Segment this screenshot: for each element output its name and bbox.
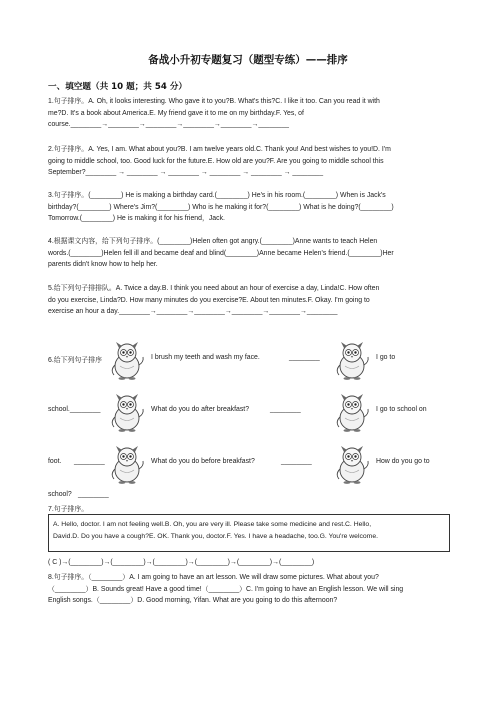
question-4 [48, 236, 452, 271]
owl-cartoon-icon [106, 392, 148, 432]
question-3-line-3: Tomorrow.(________) He is making it for his friend，Jack. [48, 215, 225, 223]
question-7-box-line-1: A. Hello, doctor. I am not feeling well.B. Oh, you are very ill. Please take some medicine and rest.C. Hello, [53, 521, 372, 528]
question-6-sentence-g: How do you go to [376, 458, 430, 465]
question-1 [48, 96, 452, 131]
question-7-intro: 7.句子排序。 [48, 506, 89, 513]
question-6-blank-a: ________ [289, 354, 320, 361]
question-1-line-1: 1.句子排序。A. Oh, it looks interesting. Who gave it to you?B. What's this?C. I like it too. Can you read it with [48, 98, 380, 105]
question-6-sentence-d-cont: foot. [48, 458, 62, 465]
question-8-line-2: （________）B. Sounds great! Have a good time!（________）C. I'm going to have an English lesson. We will sing [48, 585, 404, 593]
question-1-line-2: me?D. It's a book about America.E. My friend gave it to me on my birthday.F. Yes, of [48, 109, 304, 117]
question-5 [48, 283, 452, 318]
question-3-line-1: 3.句子排序。(________) He is making a birthday card.(________) He's in his room.(________) When is Jack's [48, 192, 386, 199]
question-6-sentence-g-cont: school? [48, 491, 72, 498]
question-8-line-1: 8.句子排序。（________）A. I am going to have an art lesson. We will draw some pictures. What about you? [48, 574, 379, 581]
question-6-blank-g: ________ [78, 491, 109, 498]
question-4-line-1: 4.根据课文内容，给下列句子排序。(________)Helen often got angry.(________)Anne wants to teach Helen [48, 238, 378, 245]
question-5-line-1: 5.给下列句子排排队。A. Twice a day.B. I think you need about an hour of exercise a day, Linda!C. How often [48, 285, 380, 292]
question-8-line-3: English songs.（________）D. Good morning, Yifan. What are you going to do this afternoon? [48, 597, 338, 605]
page-title: 备战小升初专题复习（题型专练）——排序 [148, 54, 348, 66]
question-4-line-2: words.(________)Helen fell ill and became deaf and blind(________)Anne became Helen's friend.(________)Her [48, 249, 394, 257]
question-8 [48, 572, 452, 607]
owl-cartoon-icon [331, 392, 373, 432]
question-2-line-3: September?________ → ________ → ________ → ________ → ________ → ________ [48, 169, 324, 177]
question-7-answer: ( C )→(________)→(________)→(________)→(________)→(________)→(________) [48, 559, 315, 566]
question-2-line-2: going to middle school, too. Good luck for the future.E. How old are you?F. Are you going to middle school this [48, 157, 384, 165]
question-5-line-2: do you exercise, Linda?D. How many minutes do you exercise?E. About ten minutes.F. Okay. I'm going to [48, 296, 370, 304]
question-3-line-2: birthday?(________) Where's Jim?(________) Who is he making it for?(________) What is he doing?(________) [48, 203, 394, 211]
question-6-sentence-b: I go to [376, 354, 396, 361]
question-4-line-3: parents didn't know how to help her. [48, 261, 158, 269]
question-5-line-3: exercise an hour a day.________→________→________→________→________→________ [48, 308, 338, 316]
question-6-sentence-d: I go to school on [376, 406, 427, 413]
question-6-intro: 6.给下列句子排序 [48, 357, 102, 364]
owl-cartoon-icon [106, 340, 148, 380]
owl-cartoon-icon [106, 444, 148, 484]
question-1-line-3: course.________→________→________→________→________→________ [48, 121, 289, 129]
question-6-sentence-c: What do you do after breakfast? [151, 406, 250, 413]
question-7-dialogue-box [48, 514, 450, 552]
question-3 [48, 190, 452, 225]
section-heading: 一、填空题（共 10 题；共 54 分） [48, 82, 188, 92]
question-6-blank-f: ________ [281, 458, 312, 465]
question-6-blank-c: ________ [270, 406, 301, 413]
owl-cartoon-icon [331, 444, 373, 484]
owl-cartoon-icon [331, 340, 373, 380]
question-6-sentence-b-cont: school.________ [48, 406, 101, 413]
question-7-box-line-2: David.D. Do you have a cough?E. OK. Thank you, doctor.F. Yes. I have a headache, too.G. You're welcome. [53, 533, 378, 540]
question-2 [48, 144, 452, 179]
question-6-sentence-a: I brush my teeth and wash my face. [151, 354, 260, 361]
question-6-blank-d: ________ [74, 458, 105, 465]
question-2-line-1: 2.句子排序。A. Yes, I am. What about you?B. I am twelve years old.C. Thank you! And best wishes to you!D. I'm [48, 146, 391, 153]
question-6-sentence-f: What do you do before breakfast? [151, 458, 255, 465]
